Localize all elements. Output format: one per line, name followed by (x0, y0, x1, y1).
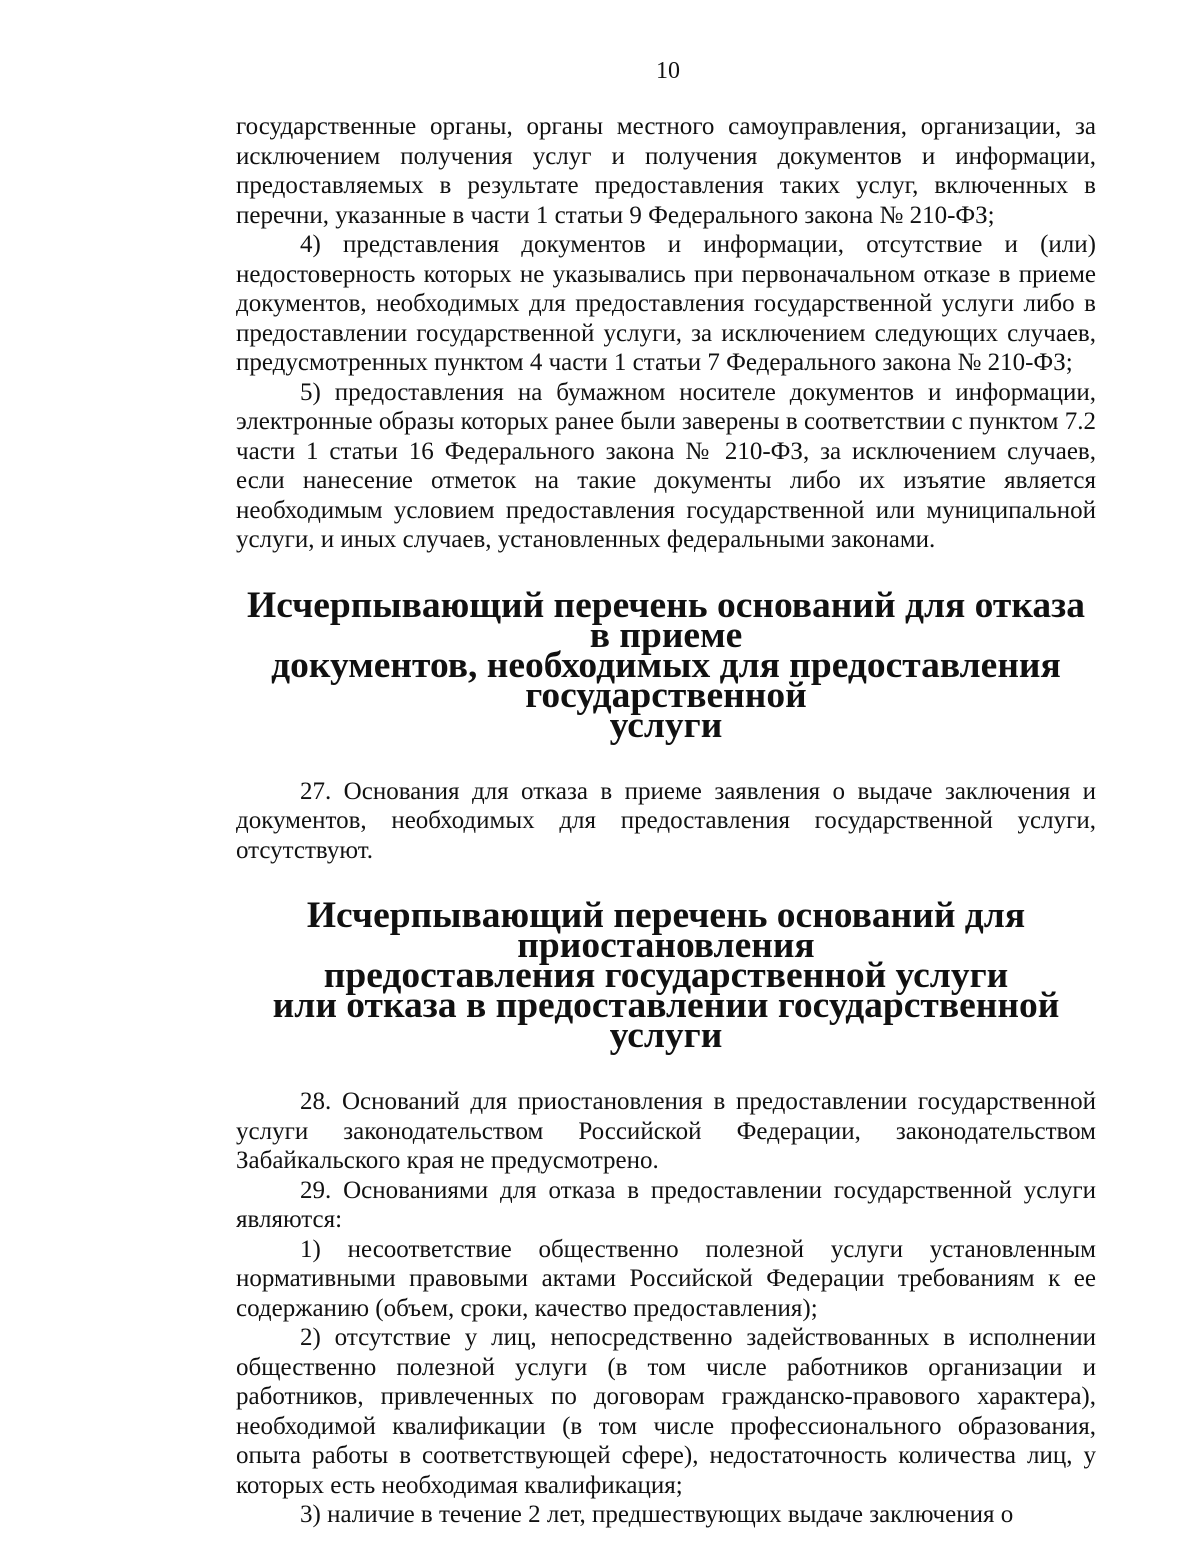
paragraph-continuation: государственные органы, органы местного самоуправления, организации, за исключением получения услуг и получения документов и информации, предоставляемых в результате предоставления таких услуг, включенных в перечни, указанные в части 1 статьи 9 Федерального закона № 210-ФЗ; (236, 113, 1096, 229)
section-heading-suspension-refusal (236, 895, 1096, 1056)
heading-line: или отказа в предоставлении государственной услуги (272, 985, 1060, 1056)
page-number: 10 (656, 58, 680, 84)
paragraph-29: 29. Основаниями для отказа в предоставлении государственной услуги являются: (236, 1176, 1096, 1233)
paragraph-item-29-1: 1) несоответствие общественно полезной услуги установленным нормативными правовыми актами Российской Федерации требованиям к ее содержанию (объем, сроки, качество предоставления); (236, 1235, 1096, 1322)
heading-line: предоставления государственной услуги (323, 955, 1009, 996)
document-body (236, 112, 1096, 1530)
heading-line: услуги (609, 704, 723, 746)
paragraph-item-29-3: 3) наличие в течение 2 лет, предшествующих выдаче заключения о (300, 1501, 1014, 1528)
paragraph-item-5: 5) предоставления на бумажном носителе документов и информации, электронные образы которых ранее были заверены в соответствии с пунктом 7.2 части 1 статьи 16 Федерального закона № 210-ФЗ, за исключением случаев, если нанесение отметок на такие документы либо их изъятие является необходимым условием предоставления государственной или муниципальной услуги, и иных случаев, установленных федеральными законами. (236, 378, 1096, 553)
heading-line: Исчерпывающий перечень оснований для приостановления (306, 895, 1026, 966)
paragraph-item-4: 4) представления документов и информации, отсутствие и (или) недостоверность которых не указывались при первоначальном отказе в приеме документов, необходимых для предоставления государственной услуги либо в предоставлении государственной услуги, за исключением следующих случаев, предусмотренных пунктом 4 части 1 статьи 7 Федерального закона № 210-ФЗ; (236, 231, 1096, 376)
section-heading-refusal-acceptance (236, 584, 1096, 746)
heading-line: документов, необходимых для предоставления государственной (271, 644, 1061, 716)
paragraph-28: 28. Оснований для приостановления в предоставлении государственной услуги законодательством Российской Федерации, законодательством Забайкальского края не предусмотрено. (236, 1088, 1096, 1174)
paragraph-item-29-2: 2) отсутствие у лиц, непосредственно задействованных в исполнении общественно полезной услуги (в том числе работников организации и работников, привлеченных по договорам гражданско-правового характера), необходимой квалификации (в том числе профессионального образования, опыта работы в соответствующей сфере), недостаточность количества лиц, у которых есть необходимая квалификация; (236, 1324, 1096, 1499)
paragraph-27: 27. Основания для отказа в приеме заявления о выдаче заключения и документов, необходимых для предоставления государственной услуги, отсутствуют. (236, 777, 1096, 864)
heading-line: Исчерпывающий перечень оснований для отказа в приеме (247, 584, 1085, 656)
